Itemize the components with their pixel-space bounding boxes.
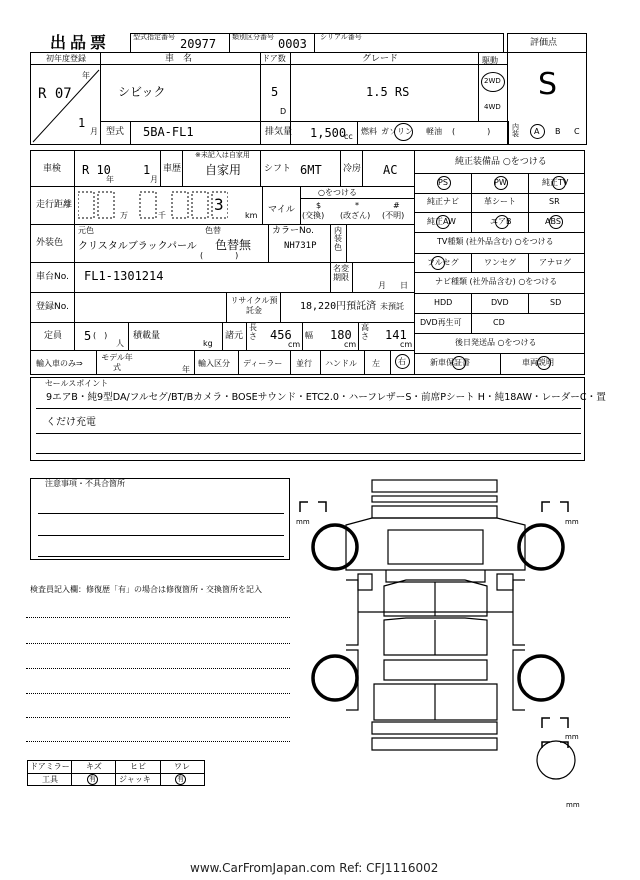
equip-abs: ABS: [545, 217, 561, 226]
recycle-label: リサイクル預託金: [230, 296, 278, 315]
capacity-label: 定員: [44, 331, 63, 341]
model-value: 5BA-FL1: [143, 125, 194, 139]
unknown-sym: #: [393, 201, 400, 210]
drive-2wd: 2WD: [484, 77, 501, 85]
color-no-value: NH731P: [284, 241, 317, 251]
year-unit: 年: [82, 71, 90, 80]
inspection-value: R 10: [82, 163, 111, 177]
sales-label: セールスポイント: [45, 379, 109, 388]
length-value: 456: [270, 328, 292, 342]
car-name-label: 車 名: [165, 54, 193, 64]
navi-dvd-play: DVD再生可: [420, 318, 462, 327]
first-reg-year: R 07: [38, 86, 72, 102]
tools-header-break: ワレ: [174, 762, 190, 771]
type-no-value: 20977: [180, 37, 217, 51]
tv-oneseg: ワンセグ: [484, 258, 516, 267]
repaint-paren: ( ): [200, 251, 239, 260]
history-value: 自家用: [205, 163, 242, 177]
original-color-value: クリスタルブラックパール: [78, 241, 197, 252]
exchange-label: (交換): [302, 211, 325, 220]
tools-header-scratch: キズ: [86, 762, 102, 771]
navi-dvd: DVD: [491, 298, 509, 307]
km-unit: km: [245, 211, 258, 220]
ac-value: AC: [383, 163, 398, 177]
mileage-digit-boxes: [78, 190, 228, 220]
height-label: 高さ: [361, 323, 369, 341]
color-no-label: カラーNo.: [272, 226, 314, 236]
class-no-value: 0003: [278, 37, 307, 51]
import-parallel: 並行: [296, 359, 312, 368]
displacement-value: 1,500: [310, 126, 347, 140]
later-manual: 車両説明: [522, 358, 554, 367]
doors-value: 5: [271, 85, 279, 99]
genuine-label: 純正装備品 ○をつける: [455, 157, 547, 167]
model-year-unit: 年: [182, 365, 190, 374]
grade-label: グレード: [362, 54, 399, 64]
tamper-sym: *: [355, 201, 359, 210]
tv-analog: アナログ: [539, 258, 571, 267]
load-label: 積載量: [133, 331, 161, 341]
dim-label: 諸元: [225, 331, 244, 341]
equip-ps: PS: [438, 178, 448, 187]
height-value: 141: [385, 328, 407, 342]
handle-left: 左: [372, 359, 380, 368]
reg-no-label: 登録No.: [36, 302, 69, 312]
interior-label: 内装: [512, 123, 519, 138]
import-cat-label: 輸入区分: [198, 359, 230, 368]
car-name-value: シビック: [118, 85, 166, 99]
kg-unit: kg: [203, 339, 213, 348]
ac-label: 冷房: [343, 164, 362, 174]
fuel-gas: ガソリン: [381, 127, 413, 136]
navi-cd: CD: [493, 318, 505, 327]
grade-value: 1.5 RS: [366, 85, 410, 99]
equip-genuine-aw: 純正AW: [427, 217, 456, 226]
tools-tool-label: 工具: [42, 775, 58, 784]
mm-rear-right: mm: [565, 733, 579, 741]
equip-genuine-navi: 純正ナビ: [427, 197, 459, 206]
serial-label: シリアル番号: [320, 33, 362, 41]
doors-type: D: [280, 107, 287, 116]
equip-sr: SR: [549, 197, 560, 206]
score-value: S: [538, 67, 558, 102]
inspector-label: 検査員記入欄：修復歴「有」の場合は修復箇所・交換箇所を記入: [30, 585, 262, 594]
length-cm: cm: [288, 340, 301, 349]
history-label: 車歴: [163, 164, 182, 174]
first-reg-label: 初年度登録: [46, 54, 86, 63]
name-change-day: 日: [400, 281, 408, 290]
month-unit: 月: [90, 127, 98, 136]
tv-fullseg: フルセグ: [427, 258, 459, 267]
interior-c: C: [574, 127, 580, 136]
navi-label: ナビ種類 (社外品含む) ○をつける: [435, 277, 558, 286]
tools-header-mirror: ドアミラー: [30, 762, 70, 771]
inspection-month: 月: [150, 175, 158, 184]
navi-sd: SD: [550, 298, 562, 307]
doors-label: ドア数: [262, 54, 286, 63]
exchange-sym: $: [316, 201, 322, 210]
chassis-value: FL1-1301214: [84, 269, 164, 283]
width-label: 幅: [305, 331, 313, 340]
sales-line-2: くだけ充電: [46, 417, 96, 428]
equip-pw: PW: [494, 178, 507, 187]
width-value: 180: [330, 328, 352, 342]
tv-label: TV種類 (社外品含む) ○をつける: [437, 237, 554, 246]
first-reg-month: 1: [78, 116, 86, 130]
sales-point-box: [30, 377, 585, 461]
private-note: ※未記入は自家用: [195, 151, 250, 159]
handle-label: ハンドル: [325, 359, 357, 368]
handle-right: 右: [398, 357, 406, 366]
interior-a: A: [534, 127, 540, 136]
car-damage-diagram: [288, 470, 588, 800]
score-label: 評価点: [530, 38, 558, 48]
inspection-year: 年: [106, 175, 114, 184]
tools-jack-label: ジャッキ: [119, 775, 151, 784]
recycle-unpaid: 未預託: [380, 302, 404, 311]
man-unit: 万: [120, 211, 128, 220]
navi-hdd: HDD: [434, 298, 453, 307]
drive-4wd: 4WD: [484, 103, 501, 111]
displacement-label: 排気量: [265, 127, 293, 137]
class-no-label: 類別区分番号: [232, 33, 274, 41]
model-year-label: モデル年式: [101, 353, 133, 372]
import-dealer: ディーラー: [243, 359, 283, 368]
shift-value: 6MT: [300, 163, 322, 177]
interior-color-label: 内装色: [334, 226, 342, 252]
tools-tool-value: 有: [89, 775, 96, 783]
cc-unit: cc: [344, 132, 353, 141]
equip-leather: 革シート: [484, 197, 516, 206]
chassis-label: 車台No.: [36, 272, 69, 282]
repaint-value: 色替無: [215, 238, 252, 252]
exterior-label: 外装色: [36, 238, 64, 248]
inspection-month-value: 1: [143, 163, 151, 177]
inspection-label: 車検: [43, 164, 62, 174]
tamper-label: (改ざん): [340, 211, 371, 220]
mm-spare-tire: mm: [566, 801, 580, 809]
sales-line-1: 9エアB・純9型DA/フルセグ/BT/Bカメラ・BOSEサウンド・ETC2.0・ハーフレザーS・前席Pシート H・純18AW・レーダーC・置: [46, 392, 606, 403]
mm-front-left: mm: [296, 518, 310, 526]
capacity-paren: ( ): [93, 331, 108, 340]
fuel-diesel: 軽油: [426, 127, 442, 136]
shift-label: シフト: [264, 164, 292, 174]
page-title: 出品票: [50, 33, 111, 52]
repaint-label: 色替: [205, 226, 221, 235]
equip-airbag: エアB: [490, 217, 512, 226]
caution-label: 注意事項・不具合箇所: [45, 479, 125, 488]
interior-b: B: [555, 127, 561, 136]
sen-unit: 千: [158, 211, 166, 220]
original-color-label: 元色: [78, 226, 94, 235]
mileage-digit: 3: [214, 195, 224, 214]
width-cm: cm: [344, 340, 357, 349]
type-no-label: 型式指定番号: [133, 33, 175, 41]
height-cm: cm: [400, 340, 413, 349]
later-label: 後日発送品 ○をつける: [455, 338, 537, 347]
fuel-label: 燃料: [361, 127, 377, 136]
unknown-label: (不明): [382, 211, 405, 220]
circle-note: ○をつける: [318, 188, 357, 197]
equip-genuine-tv: 純正TV: [542, 178, 569, 187]
recycle-value: 18,220円預託済: [300, 301, 377, 312]
footer-watermark: www.CarFromJapan.com Ref: CFJ1116002: [190, 861, 439, 875]
later-warranty: 新車保証書: [430, 358, 470, 367]
person-unit: 人: [116, 339, 124, 348]
fuel-circle: [394, 123, 413, 141]
tools-jack-value: 有: [177, 775, 184, 783]
capacity-value: 5: [84, 329, 92, 343]
fuel-bracket: ( ): [452, 127, 491, 136]
name-change-month: 月: [378, 281, 386, 290]
caution-box: [30, 478, 290, 560]
length-label: 長さ: [249, 323, 257, 341]
mileage-label: 走行距離: [36, 200, 73, 210]
import-label: 輸入車のみ⇒: [36, 359, 83, 368]
mile-label: マイル: [268, 205, 295, 215]
name-change-label: 名変期限: [333, 264, 349, 282]
model-label: 型式: [106, 127, 125, 137]
drive-label: 駆動: [482, 56, 498, 65]
tools-header-crack: ヒビ: [130, 762, 146, 771]
mm-front-right: mm: [565, 518, 579, 526]
